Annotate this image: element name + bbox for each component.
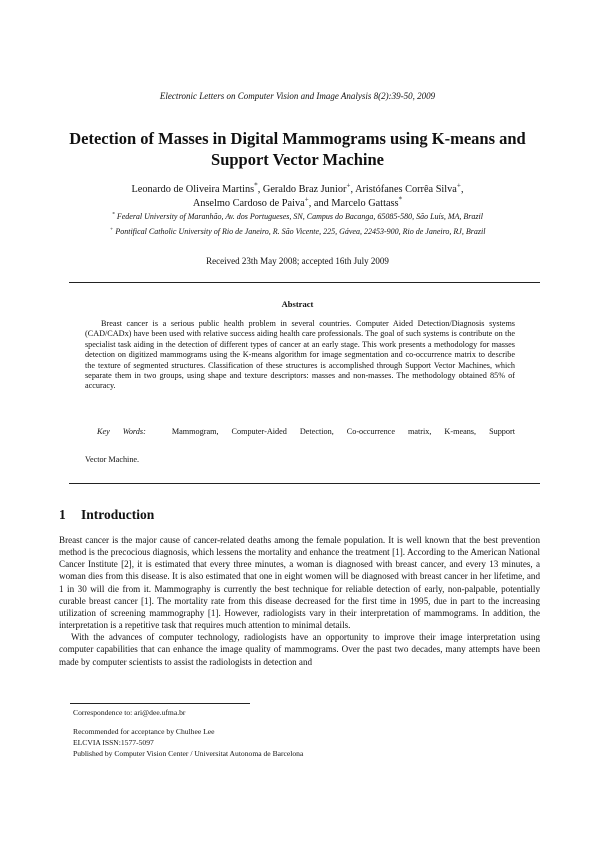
abstract-text: Breast cancer is a serious public health problem in several countries. Computer Aided Detection/Diagnosis systems (CAD/CADx) have been used with relative success aiding health care professionals. The goal of such systems is contribute on the specialist task aiding in the detection of different types of cancer at an early stage. This work presents a methodology for masses detection on digitized mammograms using the K-means algorithm for image segmentation and co-occurrence matrix to describe the texture of segmented structures. Classification of these structures is accomplished through Support Vector Machines, which separate them in two groups, using shape and texture descriptors: masses and non-masses. The methodology obtained 85% of accuracy. <box>85 319 515 391</box>
intro-paragraph-1: Breast cancer is the major cause of cancer-related deaths among the female population. It is well known that the best prevention method is the precocious diagnosis, which lessens the mortality and enhance the treatment [1]. According to the American National Cancer Institute [2], it is estimated that every three minutes, a woman is diagnosed with breast cancer, and every 13 minutes, a woman dies from this disease. It is also estimated that one in eight women will be diagnosed with breast cancer in her lifetime, and 1 in 30 will die from it. Mammography is currently the best technique for reliable detection of early, non-palpable, potentially curable breast cancer [1]. The mortality rate from this disease decreased for the first time in 1995, due in part to the increasing utilization of screening mammography [1]. However, radiologists vary in their interpretation of mammograms. In addition, the interpretation is a repetitive task that requires much attention to minimal details. <box>59 535 540 631</box>
footnote-correspondence: Correspondence to: ari@dee.ufma.br <box>73 708 186 717</box>
divider-bottom <box>69 483 540 484</box>
footnote-divider <box>70 703 250 704</box>
keywords-label: Key Words: <box>97 427 146 436</box>
affiliation-mark: + <box>109 226 114 233</box>
section-title: Introduction <box>81 507 155 522</box>
affiliation-mark: + <box>346 181 351 190</box>
title-line-1: Detection of Masses in Digital Mammograms using K-means and <box>69 129 526 148</box>
author-list <box>40 183 555 211</box>
journal-citation: Electronic Letters on Computer Vision and Image Analysis 8(2):39-50, 2009 <box>159 91 436 101</box>
affiliation-mark: * <box>398 195 403 204</box>
author-1: Leonardo de Oliveira Martins <box>131 184 255 195</box>
affiliation-mark: + <box>456 181 461 190</box>
affiliation-text: Pontifical Catholic University of Rio de Janeiro, R. São Vicente, 225, Gávea, 22453-900, Rio de Janeiro, RJ, Brazil <box>115 227 486 236</box>
intro-paragraph-2: With the advances of computer technology, radiologists have an opportunity to improve their image interpretation using computer capabilities that can enhance the image quality of mammograms. Over the past two decades, many attempts have been made by computer scientists to assist the radiologists in detection and <box>59 632 540 667</box>
footnote-recommended: Recommended for acceptance by Chulhee Lee <box>73 727 215 736</box>
affiliation-text: Federal University of Maranhão, Av. dos Portugueses, SN, Campus do Bacanga, 65085-580, São Luís, MA, Brazil <box>116 212 483 221</box>
keywords-line-2: Vector Machine. <box>85 455 140 464</box>
footnote-issn: ELCVIA ISSN:1577-5097 <box>73 738 154 747</box>
abstract-heading: Abstract <box>281 299 314 309</box>
affiliation-mark: * <box>254 181 258 190</box>
author-line-1: Leonardo de Oliveira Martins*, Geraldo Braz Junior+, Aristófanes Corrêa Silva+, <box>131 181 464 195</box>
author-and: and <box>313 198 329 209</box>
author-line-2: Anselmo Cardoso de Paiva+, and Marcelo Gattass* <box>192 195 403 209</box>
paper-title <box>40 128 555 170</box>
section-heading <box>59 507 154 523</box>
affiliation-mark: + <box>304 195 309 204</box>
keywords <box>97 427 515 436</box>
affiliation-mark: * <box>112 211 115 218</box>
author-4: Anselmo Cardoso de Paiva <box>192 198 305 209</box>
keywords-line-1: Mammogram, Computer-Aided Detection, Co-occurrence matrix, K-means, Support <box>171 427 515 436</box>
footnote-publisher: Published by Computer Vision Center / Universitat Autonoma de Barcelona <box>73 749 304 758</box>
author-2: Geraldo Braz Junior <box>262 184 347 195</box>
footnote-publication <box>73 726 303 759</box>
abstract-body <box>85 319 515 392</box>
affiliation-plus <box>40 227 555 236</box>
title-line-2: Support Vector Machine <box>211 150 384 169</box>
author-5: Marcelo Gattass <box>331 198 399 209</box>
received-dates: Received 23th May 2008; accepted 16th July 2009 <box>206 256 389 266</box>
divider-top <box>69 282 540 283</box>
section-number: 1 <box>59 507 66 522</box>
introduction-body <box>59 534 540 668</box>
affiliation-star <box>40 212 555 221</box>
author-3: Aristófanes Corrêa Silva <box>355 184 457 195</box>
